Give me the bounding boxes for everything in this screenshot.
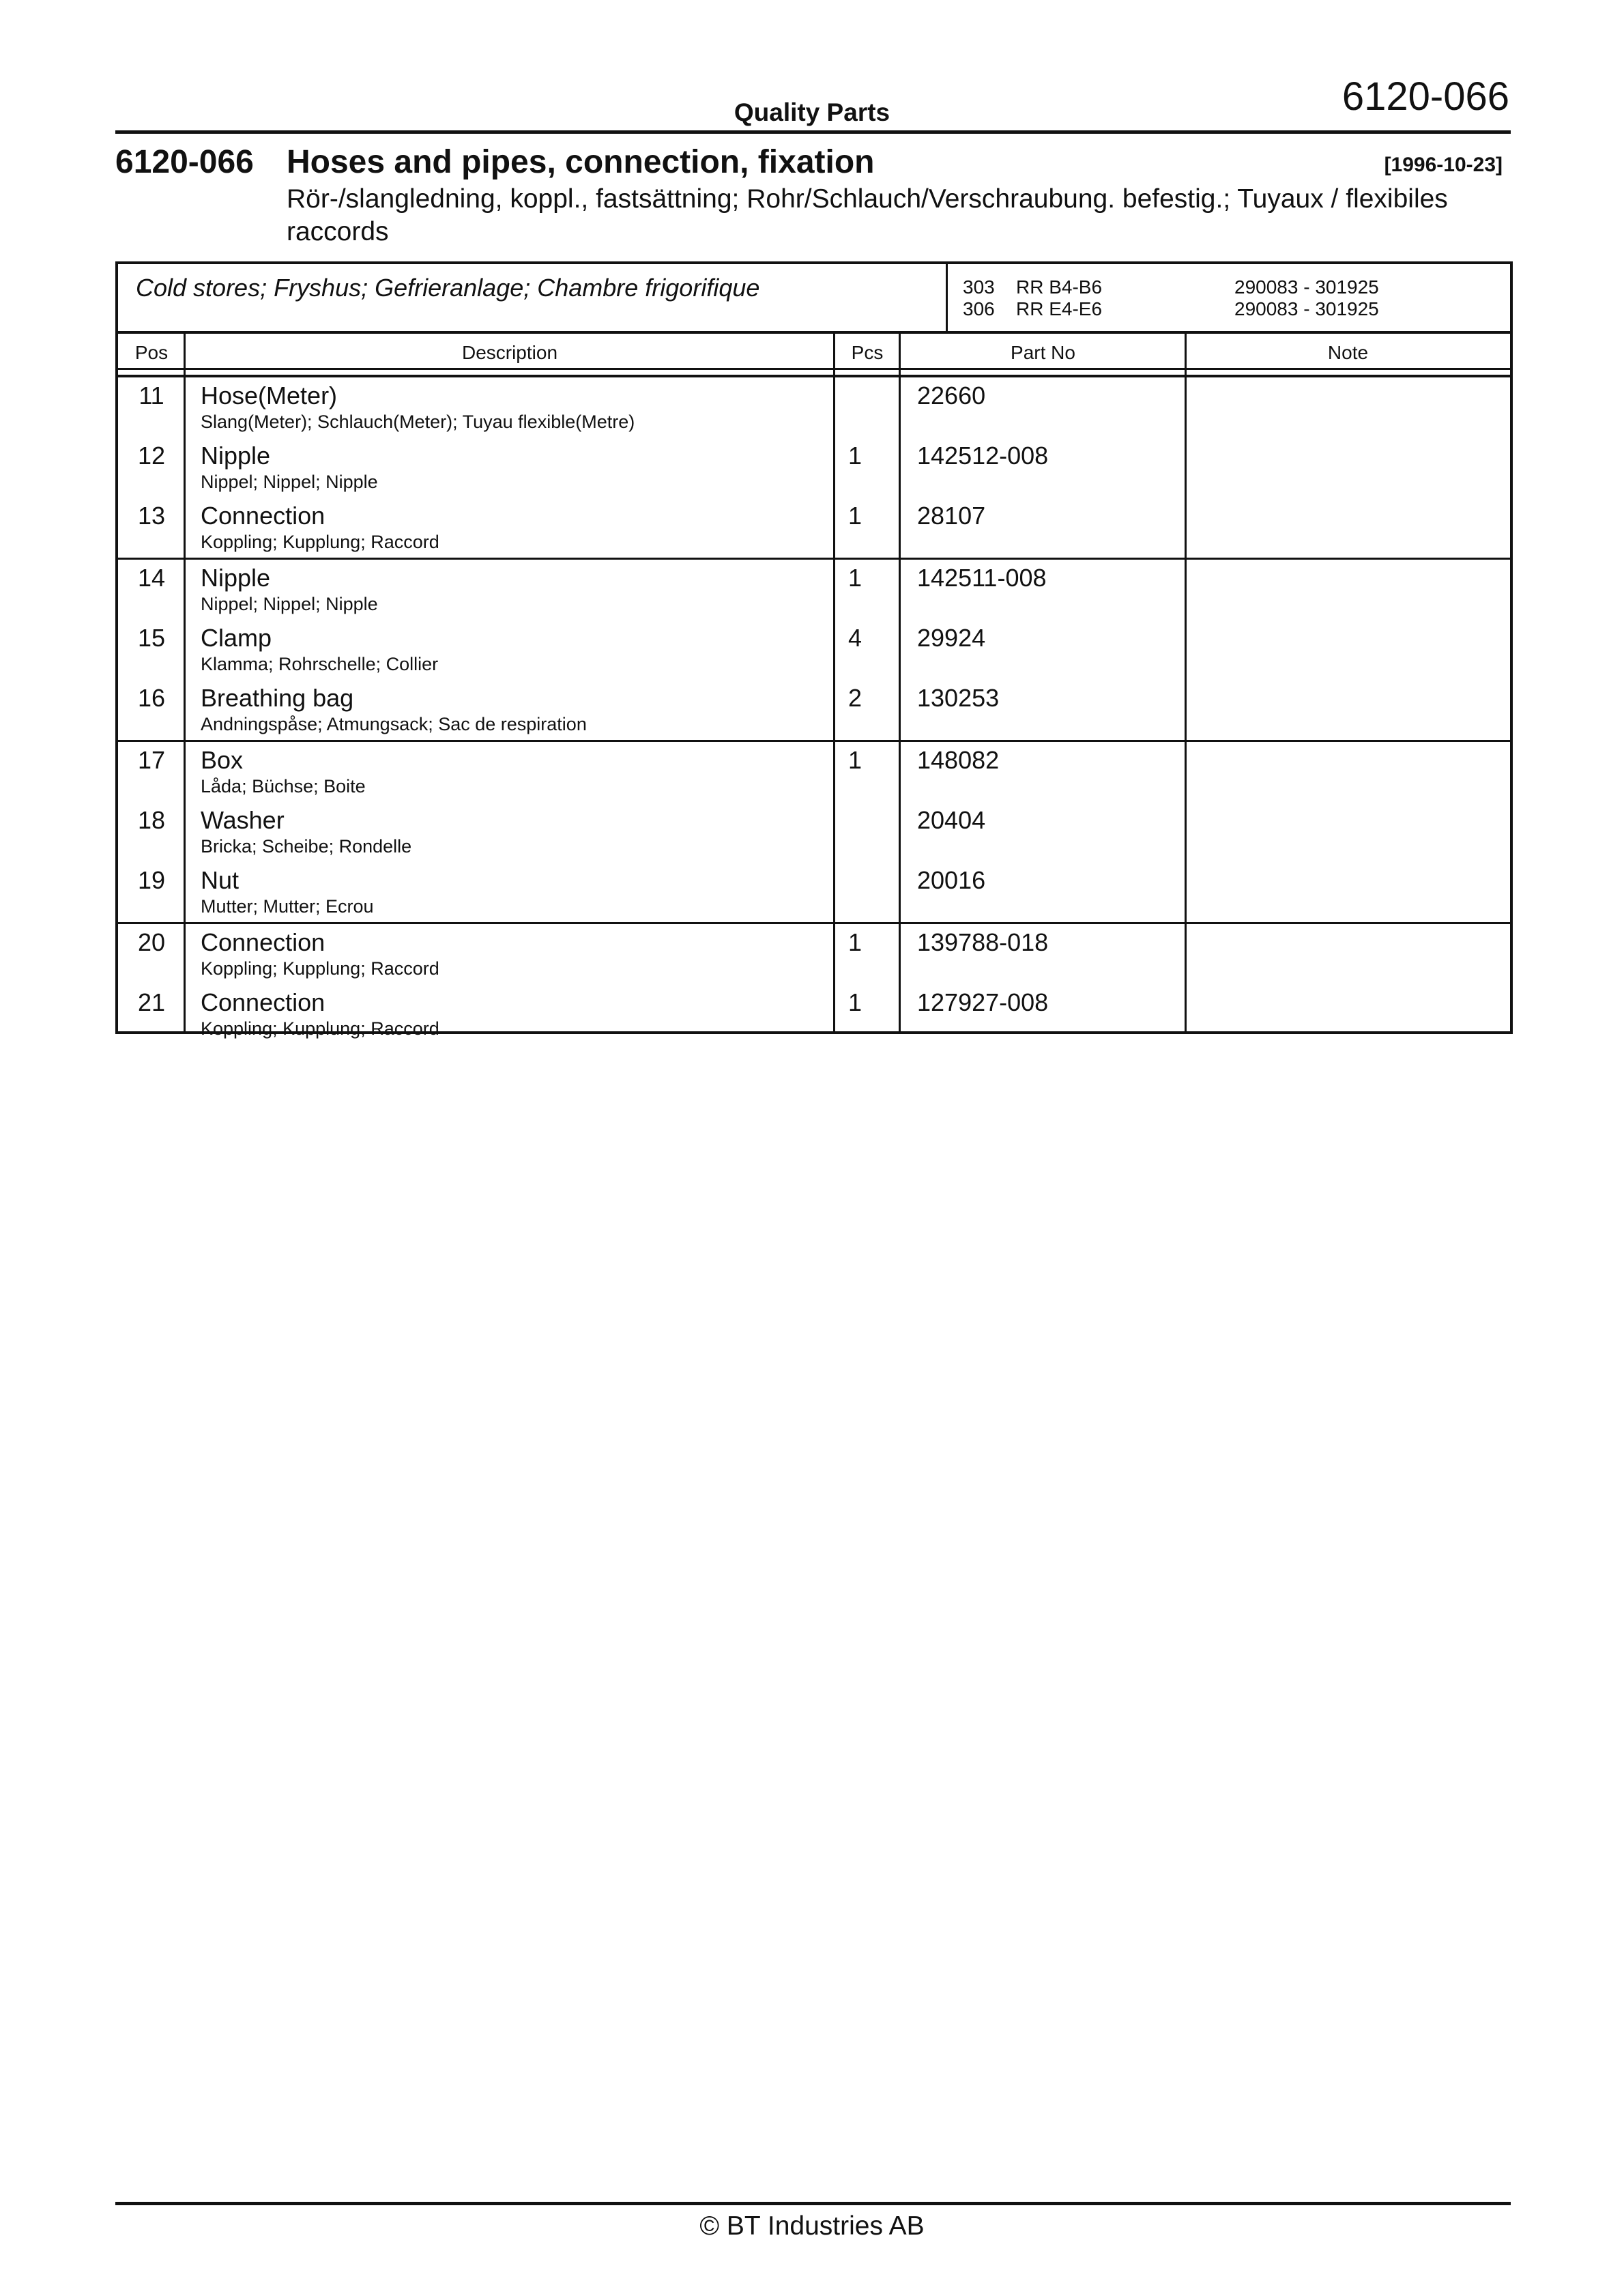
pos-cell: 12 bbox=[137, 442, 166, 470]
description-cell: Nipple bbox=[201, 564, 271, 592]
row-group bbox=[118, 558, 1510, 740]
translations-cell: Mutter; Mutter; Ecrou bbox=[201, 896, 374, 917]
translations-cell: Slang(Meter); Schlauch(Meter); Tuyau flexible(Metre) bbox=[201, 412, 635, 432]
header-divider bbox=[115, 130, 1511, 134]
serial-range: 290083 - 301925 bbox=[1234, 298, 1379, 319]
table-row bbox=[118, 862, 1510, 922]
table-body bbox=[118, 375, 1510, 1044]
description-cell: Nut bbox=[201, 866, 240, 894]
description-cell: Connection bbox=[201, 502, 325, 530]
serial-range: 290083 - 301925 bbox=[1234, 276, 1379, 298]
description-cell: Box bbox=[201, 746, 244, 774]
table-row bbox=[118, 984, 1510, 1044]
table-row bbox=[118, 377, 1510, 437]
column-header-part-no: Part No bbox=[1011, 342, 1075, 363]
part-no-cell: 130253 bbox=[917, 684, 1000, 712]
pos-cell: 14 bbox=[137, 564, 166, 592]
footer-copyright: © BT Industries AB bbox=[699, 2211, 925, 2241]
description-cell: Connection bbox=[201, 928, 325, 956]
header-rule bbox=[118, 368, 1510, 370]
section-date: [1996-10-23] bbox=[1384, 154, 1503, 176]
table-row bbox=[118, 802, 1510, 862]
model-type: RR E4-E6 bbox=[1016, 298, 1103, 319]
pcs-cell: 1 bbox=[848, 746, 862, 774]
pcs-cell: 1 bbox=[848, 442, 862, 470]
pcs-cell: 2 bbox=[848, 684, 862, 712]
model-number: 306 bbox=[963, 298, 995, 319]
part-no-cell: 142512-008 bbox=[917, 442, 1049, 470]
pcs-cell: 1 bbox=[848, 502, 862, 530]
part-no-cell: 20404 bbox=[917, 806, 986, 834]
table-row bbox=[118, 742, 1510, 802]
pos-cell: 17 bbox=[137, 746, 166, 774]
section-title: Hoses and pipes, connection, fixation bbox=[287, 144, 875, 180]
pcs-cell: 1 bbox=[848, 988, 862, 1016]
row-group bbox=[118, 922, 1510, 1044]
part-no-cell: 142511-008 bbox=[917, 564, 1047, 592]
column-header-note: Note bbox=[1327, 342, 1369, 363]
section-subtitle: Rör-/slangledning, koppl., fastsättning; Rohr/Schlauch/Verschraubung. befestig.; Tuyaux / flexibiles raccords bbox=[287, 184, 1448, 246]
pcs-cell: 4 bbox=[848, 624, 862, 652]
table-row bbox=[118, 924, 1510, 984]
row-group bbox=[118, 740, 1510, 922]
pos-cell: 19 bbox=[137, 866, 166, 894]
row-group bbox=[118, 375, 1510, 558]
part-no-cell: 148082 bbox=[917, 746, 1000, 774]
translations-cell: Klamma; Rohrschelle; Collier bbox=[201, 654, 439, 674]
translations-cell: Koppling; Kupplung; Raccord bbox=[201, 1018, 439, 1039]
table-row bbox=[118, 620, 1510, 680]
description-cell: Hose(Meter) bbox=[201, 382, 338, 410]
translations-cell: Andningspåse; Atmungsack; Sac de respiration bbox=[201, 714, 587, 734]
translations-cell: Bricka; Scheibe; Rondelle bbox=[201, 836, 412, 857]
pos-cell: 15 bbox=[137, 624, 166, 652]
page-code: 6120-066 bbox=[1342, 74, 1509, 119]
description-cell: Clamp bbox=[201, 624, 272, 652]
pos-cell: 21 bbox=[137, 988, 166, 1016]
application-info bbox=[118, 264, 1510, 334]
part-no-cell: 22660 bbox=[917, 382, 986, 410]
column-header-pos: Pos bbox=[134, 342, 169, 363]
part-no-cell: 28107 bbox=[917, 502, 986, 530]
column-header-description: Description bbox=[461, 342, 558, 363]
model-number: 303 bbox=[963, 276, 995, 298]
pcs-cell: 1 bbox=[848, 928, 862, 956]
pos-cell: 16 bbox=[137, 684, 166, 712]
part-no-cell: 20016 bbox=[917, 866, 986, 894]
parts-table bbox=[115, 261, 1513, 1039]
translations-cell: Låda; Büchse; Boite bbox=[201, 776, 366, 797]
application-label: Cold stores; Fryshus; Gefrieranlage; Chambre frigorifique bbox=[136, 274, 760, 302]
table-row bbox=[118, 560, 1510, 620]
table-row bbox=[118, 437, 1510, 498]
footer-divider bbox=[115, 2202, 1511, 2205]
column-header-pcs: Pcs bbox=[851, 342, 884, 363]
info-divider bbox=[946, 264, 948, 331]
translations-cell: Koppling; Kupplung; Raccord bbox=[201, 532, 439, 552]
section-code: 6120-066 bbox=[115, 144, 254, 180]
description-cell: Nipple bbox=[201, 442, 271, 470]
model-type: RR B4-B6 bbox=[1016, 276, 1103, 298]
pos-cell: 13 bbox=[137, 502, 166, 530]
part-no-cell: 29924 bbox=[917, 624, 986, 652]
pcs-cell: 1 bbox=[848, 564, 862, 592]
pos-cell: 11 bbox=[139, 382, 164, 410]
translations-cell: Koppling; Kupplung; Raccord bbox=[201, 958, 439, 979]
translations-cell: Nippel; Nippel; Nipple bbox=[201, 594, 378, 614]
description-cell: Washer bbox=[201, 806, 285, 834]
table-row bbox=[118, 680, 1510, 740]
table-header bbox=[118, 334, 1510, 368]
table-row bbox=[118, 498, 1510, 558]
pos-cell: 20 bbox=[137, 928, 166, 956]
header-brand: Quality Parts bbox=[734, 98, 890, 126]
translations-cell: Nippel; Nippel; Nipple bbox=[201, 472, 378, 492]
description-cell: Connection bbox=[201, 988, 325, 1016]
part-no-cell: 127927-008 bbox=[917, 988, 1049, 1016]
part-no-cell: 139788-018 bbox=[917, 928, 1049, 956]
pos-cell: 18 bbox=[137, 806, 166, 834]
description-cell: Breathing bag bbox=[201, 684, 354, 712]
